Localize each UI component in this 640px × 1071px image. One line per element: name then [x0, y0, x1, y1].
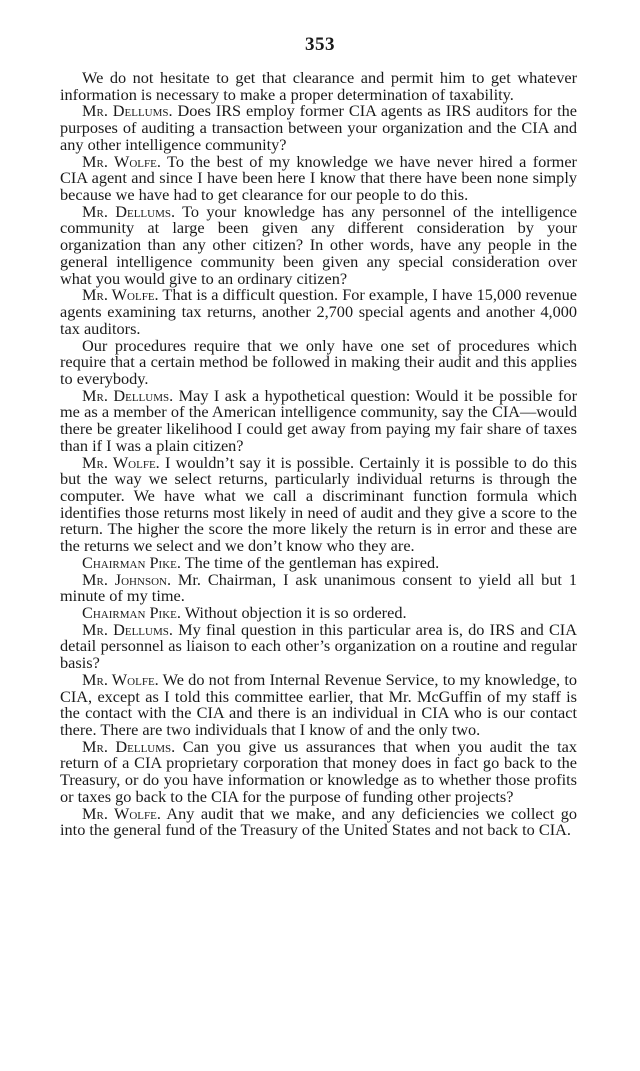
paragraph-text: I wouldn’t say it is possible. Certainly it is possible to do this but the way we select returns, particularly individual returns is through the computer. We have what we call a discriminant function formula which identifies those returns most likely in need of audit and they give a score to the return. The higher the score the more likely the return is in error and these are the returns we select and we don’t know who they are.	[60, 452, 577, 556]
paragraph-text: Does IRS employ former CIA agents as IRS auditors for the purposes of auditing a transaction between your organization and the CIA and any other intelligence community?	[60, 101, 577, 154]
speaker-name: Mr. Johnson.	[82, 569, 172, 589]
paragraph-text: Can you give us assurances that when you audit the tax return of a CIA proprietary corporation that money does in fact go back to the Treasury, or do you have information or knowledge as to whether those profits or taxes go back to the CIA for the purpose of funding other projects?	[60, 736, 577, 806]
paragraph	[60, 736, 577, 806]
speaker-name: Mr. Wolfe.	[82, 669, 159, 689]
paragraph	[60, 151, 577, 205]
page-number: 353	[305, 34, 335, 55]
paragraph-text: Any audit that we make, and any deficiencies we collect go into the general fund of the Treasury of the United States and not back to CIA.	[60, 803, 577, 840]
speaker-name: Mr. Dellums.	[82, 385, 174, 405]
paragraph	[60, 803, 577, 840]
paragraph-text: My final question in this particular area is, do IRS and CIA detail personnel as liaison to each other’s organization on a routine and regular basis?	[60, 619, 577, 673]
speaker-name: Mr. Wolfe.	[82, 151, 161, 171]
paragraph	[60, 201, 577, 288]
paragraph	[60, 619, 577, 673]
speaker-name: Mr. Dellums.	[82, 619, 173, 639]
paragraph	[60, 569, 577, 606]
speaker-name: Mr. Dellums.	[82, 201, 176, 221]
speaker-name: Mr. Dellums.	[82, 101, 173, 121]
paragraph-text: Without objection it is so ordered.	[180, 603, 407, 622]
speaker-name: Chairman Pike.	[82, 603, 181, 622]
paragraph-text: May I ask a hypothetical question: Would it be possible for me as a member of the American intelligence community, say the CIA—would there be greater likelihood I could get away from paying my fair share of taxes than if I was a plain citizen?	[60, 385, 577, 455]
paragraph-text: We do not hesitate to get that clearance and permit him to get whatever information is necessary to make a proper determination of taxability.	[60, 68, 577, 104]
paragraph-text: Mr. Chairman, I ask unanimous consent to yield all but 1 minute of my time.	[60, 569, 577, 606]
paragraph	[60, 335, 577, 388]
paragraph-text: To the best of my knowledge we have never hired a former CIA agent and since I have been here I know that there have been none simply because we have had to get clearance for our people to do this.	[60, 151, 577, 205]
paragraph	[60, 385, 577, 455]
paragraph-text: We do not from Internal Revenue Service, to my knowledge, to CIA, except as I told this committee earlier, that Mr. McGuffin of my staff is the contact with the CIA and there is an individual in CIA who is our contact there. There are two individuals that I know of and the only two.	[60, 669, 577, 740]
transcript-body	[60, 70, 577, 839]
paragraph-text: The time of the gentleman has expired.	[180, 552, 440, 572]
paragraph	[60, 103, 577, 153]
speaker-name: Mr. Wolfe.	[82, 803, 161, 823]
paragraph-text: To your knowledge has any personnel of the intelligence community at large been given any different consideration by your organization than any other citizen? In other words, have any people in the general intelligence community been given any special consideration over what you would give to an ordinary citizen?	[60, 201, 577, 288]
paragraph	[60, 70, 577, 103]
paragraph-text: That is a difficult question. For example, I have 15,000 revenue agents examining tax returns, another 2,700 special agents and another 4,000 tax auditors.	[60, 285, 577, 338]
paragraph	[60, 669, 577, 740]
speaker-name: Chairman Pike.	[82, 552, 181, 572]
paragraph	[60, 287, 577, 337]
speaker-name: Mr. Dellums.	[82, 736, 176, 756]
paragraph-text: Our procedures require that we only have one set of procedures which require that a certain method be followed in making their audit and this applies to everybody.	[60, 335, 577, 388]
speaker-name: Mr. Wolfe.	[82, 452, 160, 472]
speaker-name: Mr. Wolfe.	[82, 285, 159, 305]
paragraph	[60, 452, 577, 556]
